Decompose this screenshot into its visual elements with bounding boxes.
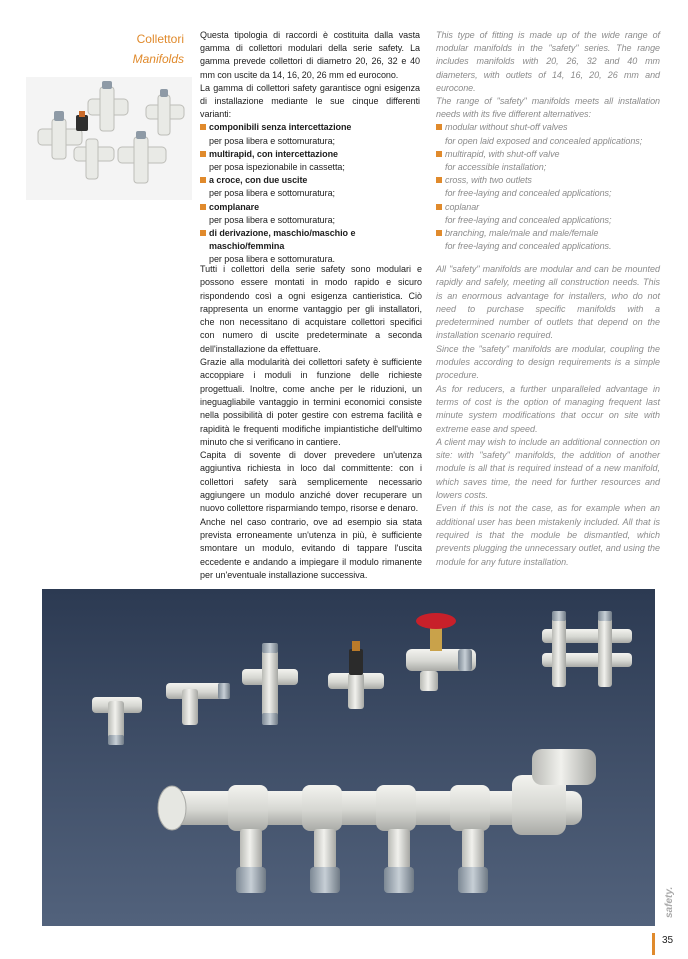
intro-english-paragraph: The range of "safety" manifolds meets all installation needs with its five different alternatives: xyxy=(436,96,660,120)
tee-fitting xyxy=(166,683,230,725)
body-italian-paragraph: Tutti i collettori della serie safety sono modulari e possono essere montati in modo rapido e sicuro rispondendo così a ogni esigenza cantieristica. Ciò rappresenta un enorme vantaggio per gli installatori, che non necessitano di acquistare collettori specifici con numero di uscite predeterminate a seconda dell'installazione da effettuare. xyxy=(200,264,422,354)
manifold-product-illustration xyxy=(26,77,192,200)
list-item-detail: per posa ispezionabile in cassetta; xyxy=(209,162,345,173)
large-manifold xyxy=(158,749,596,893)
manifold-range-illustration xyxy=(42,589,655,926)
list-item: componibili senza intercettazione xyxy=(200,121,420,134)
bullet-square-icon xyxy=(200,204,206,210)
list-item: cross, with two outlets xyxy=(436,174,660,187)
manifold-product-photo xyxy=(26,77,192,200)
body-italian-paragraph: Anche nel caso contrario, ove ad esempio sia stata prevista erroneamente un'utenza in più, è sufficiente smontare un modulo, evitando di tappare l'uscita eccedente e andando a impiegare il modulo rimanente per un'eventuale installazione successiva. xyxy=(200,516,422,580)
list-item-detail: per posa libera e sottomuratura. xyxy=(209,254,335,265)
valve-fitting xyxy=(328,641,384,709)
body-english-paragraph: Even if this is not the case, as for example when an additional user has been mistakenly included. All that is required is that the module be dismantled, which prevents plugging the unnecessary outlet, and using the module for any future installation. xyxy=(436,503,660,567)
body-english-paragraph: All "safety" manifolds are modular and can be mounted rapidly and safely, meeting all construction needs. This is an enormous advantage for installers, who do not need to purchase specific manifolds with a predetermined number of outlets that depend on the installation scenario required. xyxy=(436,264,660,341)
body-italian-paragraph: Grazie alla modularità dei collettori safety è sufficiente accoppiare i moduli in funzione delle richieste progettuali. Inoltre, come anche per le riduzioni, un ineguagliabile vantaggio in termini economici consiste nella possibilità di poter gestire con estrema facilità e rapidità le frequenti modifiche impiantistiche dell'ultimo minuto che si verificano in cantiere. xyxy=(200,357,422,447)
bullet-square-icon xyxy=(200,151,206,157)
list-item: multirapid, con intercettazione xyxy=(200,148,420,161)
list-item: a croce, con due uscite xyxy=(200,174,420,187)
list-item-detail: for free-laying and concealed applications; xyxy=(445,214,612,225)
cross-fitting xyxy=(242,643,298,725)
bullet-square-icon xyxy=(436,124,442,130)
bullet-square-icon xyxy=(200,230,206,236)
bullet-square-icon xyxy=(436,204,442,210)
list-item-detail: per posa libera e sottomuratura; xyxy=(209,135,335,146)
tee-fitting xyxy=(92,697,142,745)
section-title-english: Manifolds xyxy=(132,52,184,66)
bullet-square-icon xyxy=(200,177,206,183)
intro-italian-paragraph: Questa tipologia di raccordi è costituita dalla vasta gamma di collettori modulari della serie safety. La gamma prevede collettori di diametro 20, 26, 32 e 40 mm con uscite da 14, 16, 20, 26 mm ed eurocono. xyxy=(200,30,420,80)
bullet-square-icon xyxy=(436,177,442,183)
red-handwheel-valve xyxy=(406,613,476,691)
bullet-square-icon xyxy=(200,124,206,130)
list-item: branching, male/male and male/female xyxy=(436,227,660,240)
body-english-paragraph: As for reducers, a further unparalleled advantage in terms of cost is the option of managing frequent last minute system modifications that occur on site with extreme ease and speed. xyxy=(436,383,660,434)
list-item-detail: for free-laying and concealed applications. xyxy=(445,241,612,252)
list-item-detail: for open laid exposed and concealed applications; xyxy=(445,135,643,146)
section-title-italian: Collettori xyxy=(136,32,184,46)
body-english-paragraph: Since the "safety" manifolds are modular, coupling the modules according to design requirements is a simple procedure. xyxy=(436,343,660,381)
list-item: modular without shut-off valves xyxy=(436,121,660,134)
intro-english-paragraph: This type of fitting is made up of the wide range of modular manifolds in the "safety" series. The range includes manifolds with 20, 26, 32 and 40 mm diameters, with outlets of 14, 16, 20, 26 mm and eurocone. xyxy=(436,30,660,93)
list-item: multirapid, with shut-off valve xyxy=(436,148,660,161)
body-english-paragraph: A client may wish to include an additional connection on site: with "safety" manifolds, the addition of another module is all that is required instead of a new manifold, which saves time, the need for further resources and lowers costs. xyxy=(436,436,660,501)
manifold-range-photo xyxy=(42,589,655,926)
list-item-detail: for accessible installation; xyxy=(445,162,547,173)
list-item: complanare xyxy=(200,201,420,214)
body-italian-paragraph: Capita di sovente di dover prevedere un'utenza aggiuntiva richiesta in loco dal committente: con i collettori safety sarà semplicemente necessario aggiungere un modulo anziché dover recuperare un nuovo collettore risparmiando tempo, risorse e denaro. xyxy=(200,450,422,514)
bullet-square-icon xyxy=(436,151,442,157)
list-item-detail: per posa libera e sottomuratura; xyxy=(209,214,335,225)
body-english xyxy=(436,263,660,569)
list-item-detail: for free-laying and concealed applications; xyxy=(445,188,612,199)
list-item: coplanar xyxy=(436,201,660,214)
brand-logo: safety. xyxy=(664,886,675,918)
intro-italian xyxy=(200,29,420,267)
body-italian xyxy=(200,263,422,582)
list-item: di derivazione, maschio/maschio e maschio/femmina xyxy=(200,227,420,253)
bullet-square-icon xyxy=(436,230,442,236)
intro-english xyxy=(436,29,660,253)
intro-italian-paragraph: La gamma di collettori safety garantisce ogni esigenza di installazione mediante le sue cinque differenti varianti: xyxy=(200,82,420,120)
page-number: 35 xyxy=(662,935,674,946)
list-item-detail: per posa libera e sottomuratura; xyxy=(209,188,335,199)
double-manifold xyxy=(542,611,632,687)
page-number-bar xyxy=(652,933,655,955)
